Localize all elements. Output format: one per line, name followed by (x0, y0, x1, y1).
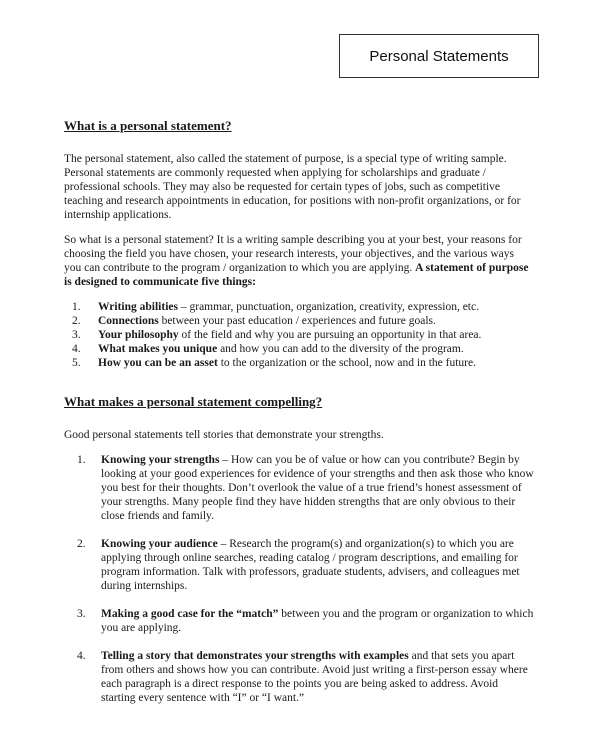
list-item-bold: How you can be an asset (98, 357, 218, 369)
list-item-bold: Connections (98, 315, 159, 327)
list-item (64, 607, 534, 635)
list-item-text: and that sets you apart from others and shows how you can contribute. Avoid just writing a first-person essay where each paragraph is a direct response to the points you are being asked to address. Avoid starting every sentence with “I” or “I want.” (101, 650, 528, 704)
section2-heading: What makes a personal statement compelling? (64, 394, 323, 409)
section1-paragraph-2-bold: A statement of purpose is designed to communicate five things: (64, 262, 529, 288)
section1-paragraph-2 (64, 233, 534, 289)
list-item (64, 356, 534, 370)
section1-paragraph-1: The personal statement, also called the statement of purpose, is a special type of writing sample. Personal statements are commonly requested when applying for scholarships and graduate / professional schools. They may also be requested for certain types of jobs, such as competitive teaching and research appointments in education, for positions with non-profit organizations, or for internship applications. (64, 153, 521, 221)
list-item (64, 314, 534, 328)
list-number: 1. (72, 301, 81, 313)
list-number: 4. (72, 343, 81, 355)
section1-heading: What is a personal statement? (64, 118, 232, 133)
list-number: 3. (72, 329, 81, 341)
page-title: Personal Statements (369, 47, 509, 65)
title-box (339, 34, 539, 78)
document-body (64, 118, 534, 719)
list-item (64, 328, 534, 342)
list-item-text: – How can you be of value or how can you contribute? Begin by looking at your good experiences for evidence of your strengths and then ask those who know you best for their thoughts. Don’t overlook the value of a true friend’s honest assessment of your strengths. Many people find they have hidden strengths that are only obvious to their close friends and family. (101, 454, 534, 522)
list-number: 3. (77, 608, 86, 620)
compelling-list (64, 453, 534, 705)
list-number: 5. (72, 357, 81, 369)
list-item (64, 649, 534, 705)
list-item-text: of the field and why you are pursuing an opportunity in that area. (178, 329, 482, 341)
list-item-bold: Knowing your strengths (101, 454, 220, 466)
list-item (64, 537, 534, 593)
list-number: 1. (77, 454, 86, 466)
list-item-text: – Research the program(s) and organization(s) to which you are applying through online searches, reading catalog / program descriptions, and emailing for program information. Talk with professors, graduate students, advisers, and colleagues met during internships. (101, 538, 520, 592)
list-item-text: between you and the program or organization to which you are applying. (101, 608, 534, 634)
list-item (64, 342, 534, 356)
list-number: 2. (77, 538, 86, 550)
section2-intro: Good personal statements tell stories that demonstrate your strengths. (64, 429, 384, 441)
list-item-text: and how you can add to the diversity of the program. (217, 343, 464, 355)
list-item-text: – grammar, punctuation, organization, creativity, expression, etc. (177, 301, 479, 313)
list-item-bold: Telling a story that demonstrates your strengths with examples (101, 650, 409, 662)
list-item (64, 300, 534, 314)
list-item-bold: What makes you unique (98, 343, 218, 355)
five-things-list (64, 300, 534, 370)
list-item-bold: Knowing your audience (101, 538, 218, 550)
list-number: 4. (77, 650, 86, 662)
list-item-bold: Your philosophy (98, 329, 179, 341)
list-item-text: between your past education / experiences and future goals. (158, 315, 436, 327)
list-item (64, 453, 534, 523)
list-item-text: to the organization or the school, now and in the future. (217, 357, 476, 369)
list-number: 2. (72, 315, 81, 327)
list-item-bold: Writing abilities (98, 301, 178, 313)
list-item-bold: Making a good case for the “match” (101, 608, 279, 620)
section1-paragraph-2-text: So what is a personal statement? It is a writing sample describing you at your best, your reasons for choosing the field you have chosen, your research interests, your objectives, and the various ways you can contribute to the program / organization to which you are applying. (64, 234, 522, 274)
